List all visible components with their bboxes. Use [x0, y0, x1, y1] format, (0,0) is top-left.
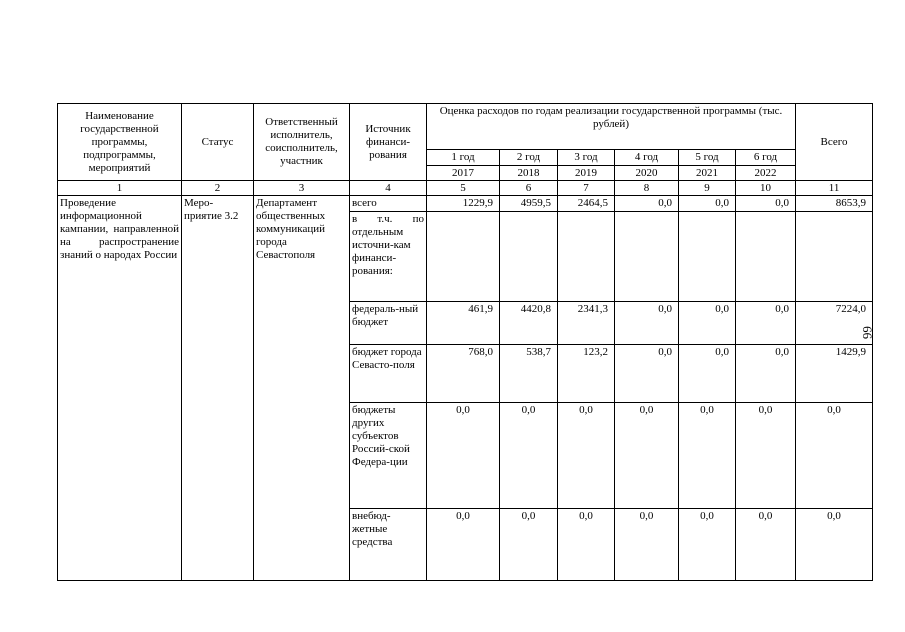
- header-name-cell: [58, 104, 182, 181]
- source-cell: федераль-ный бюджет: [350, 302, 427, 345]
- header-total: Всего: [820, 135, 848, 148]
- value-cell: 4959,5: [500, 196, 558, 212]
- value-cell: 0,0: [500, 509, 558, 581]
- value-cell: [736, 212, 796, 302]
- column-number: 4: [350, 181, 427, 196]
- column-number: 6: [500, 181, 558, 196]
- value-cell: 0,0: [500, 403, 558, 509]
- header-estimate: Оценка расходов по годам реализации государственной программы (тыс. рублей): [439, 105, 783, 130]
- column-number: 3: [254, 181, 350, 196]
- value-cell: 461,9: [427, 302, 500, 345]
- year-label: 2 год: [500, 150, 558, 166]
- column-number: 10: [736, 181, 796, 196]
- value-cell: 0,0: [736, 345, 796, 403]
- source-cell: бюджеты других субъектов Россий-ской Федера-ции: [350, 403, 427, 509]
- value-cell: 123,2: [558, 345, 615, 403]
- header-estimate-cell: [427, 104, 796, 150]
- value-cell: [427, 212, 500, 302]
- header-status-cell: [182, 104, 254, 181]
- header-executor-cell: [254, 104, 350, 181]
- value-cell: 0,0: [736, 196, 796, 212]
- value-cell: 0,0: [736, 509, 796, 581]
- value-cell: 0,0: [679, 302, 736, 345]
- value-cell: [679, 212, 736, 302]
- year-value: 2021: [679, 166, 736, 181]
- year-label: 3 год: [558, 150, 615, 166]
- header-source: Источник финанси-рования: [365, 122, 411, 161]
- value-cell: 2464,5: [558, 196, 615, 212]
- value-cell: 0,0: [558, 509, 615, 581]
- value-cell: 0,0: [736, 302, 796, 345]
- value-cell: 0,0: [615, 196, 679, 212]
- value-cell: [558, 212, 615, 302]
- column-number: 2: [182, 181, 254, 196]
- page-number: 66: [860, 326, 875, 339]
- budget-table: [57, 103, 873, 581]
- value-cell: 1229,9: [427, 196, 500, 212]
- value-cell: 0,0: [427, 509, 500, 581]
- value-cell: 0,0: [679, 196, 736, 212]
- total-cell: 8653,9: [796, 196, 873, 212]
- source-cell: бюджет города Севасто-поля: [350, 345, 427, 403]
- value-cell: 0,0: [736, 403, 796, 509]
- header-source-cell: [350, 104, 427, 181]
- year-value: 2017: [427, 166, 500, 181]
- event-status: Меро-приятие 3.2: [182, 196, 254, 581]
- value-cell: 0,0: [679, 345, 736, 403]
- column-number: 1: [58, 181, 182, 196]
- total-cell: 0,0: [796, 509, 873, 581]
- value-cell: 4420,8: [500, 302, 558, 345]
- column-number-row: [58, 181, 873, 196]
- total-cell: 7224,0: [796, 302, 873, 345]
- value-cell: [615, 212, 679, 302]
- value-cell: 0,0: [615, 509, 679, 581]
- value-cell: 538,7: [500, 345, 558, 403]
- value-cell: 0,0: [558, 403, 615, 509]
- event-name: Проведение информационной кампании, направленной на распространение знаний о народах России: [58, 196, 182, 581]
- column-number: 7: [558, 181, 615, 196]
- column-number: 9: [679, 181, 736, 196]
- column-number: 11: [796, 181, 873, 196]
- source-cell: внебюд-жетные средства: [350, 509, 427, 581]
- value-cell: 768,0: [427, 345, 500, 403]
- total-cell: [796, 212, 873, 302]
- column-number: 5: [427, 181, 500, 196]
- value-cell: 2341,3: [558, 302, 615, 345]
- value-cell: 0,0: [615, 302, 679, 345]
- year-value: 2020: [615, 166, 679, 181]
- event-executor: Департамент общественных коммуникаций города Севастополя: [254, 196, 350, 581]
- total-cell: 1429,9: [796, 345, 873, 403]
- year-value: 2018: [500, 166, 558, 181]
- header-total-cell: [796, 104, 873, 181]
- total-cell: 0,0: [796, 403, 873, 509]
- year-value: 2019: [558, 166, 615, 181]
- year-label: 1 год: [427, 150, 500, 166]
- year-label: 4 год: [615, 150, 679, 166]
- value-cell: 0,0: [679, 509, 736, 581]
- column-number: 8: [615, 181, 679, 196]
- table-row: [58, 196, 873, 212]
- source-cell: в т.ч. по отдельным источни-кам финанси-рования:: [350, 212, 427, 302]
- value-cell: 0,0: [427, 403, 500, 509]
- value-cell: 0,0: [679, 403, 736, 509]
- year-label: 5 год: [679, 150, 736, 166]
- value-cell: 0,0: [615, 403, 679, 509]
- header-status: Статус: [201, 135, 234, 148]
- year-value: 2022: [736, 166, 796, 181]
- value-cell: [500, 212, 558, 302]
- source-cell: всего: [350, 196, 427, 212]
- value-cell: 0,0: [615, 345, 679, 403]
- header-name: Наименование государственной программы, подпрограммы, мероприятий: [80, 109, 159, 174]
- year-label: 6 год: [736, 150, 796, 166]
- header-executor: Ответственный исполнитель, соисполнитель, участник: [265, 116, 338, 167]
